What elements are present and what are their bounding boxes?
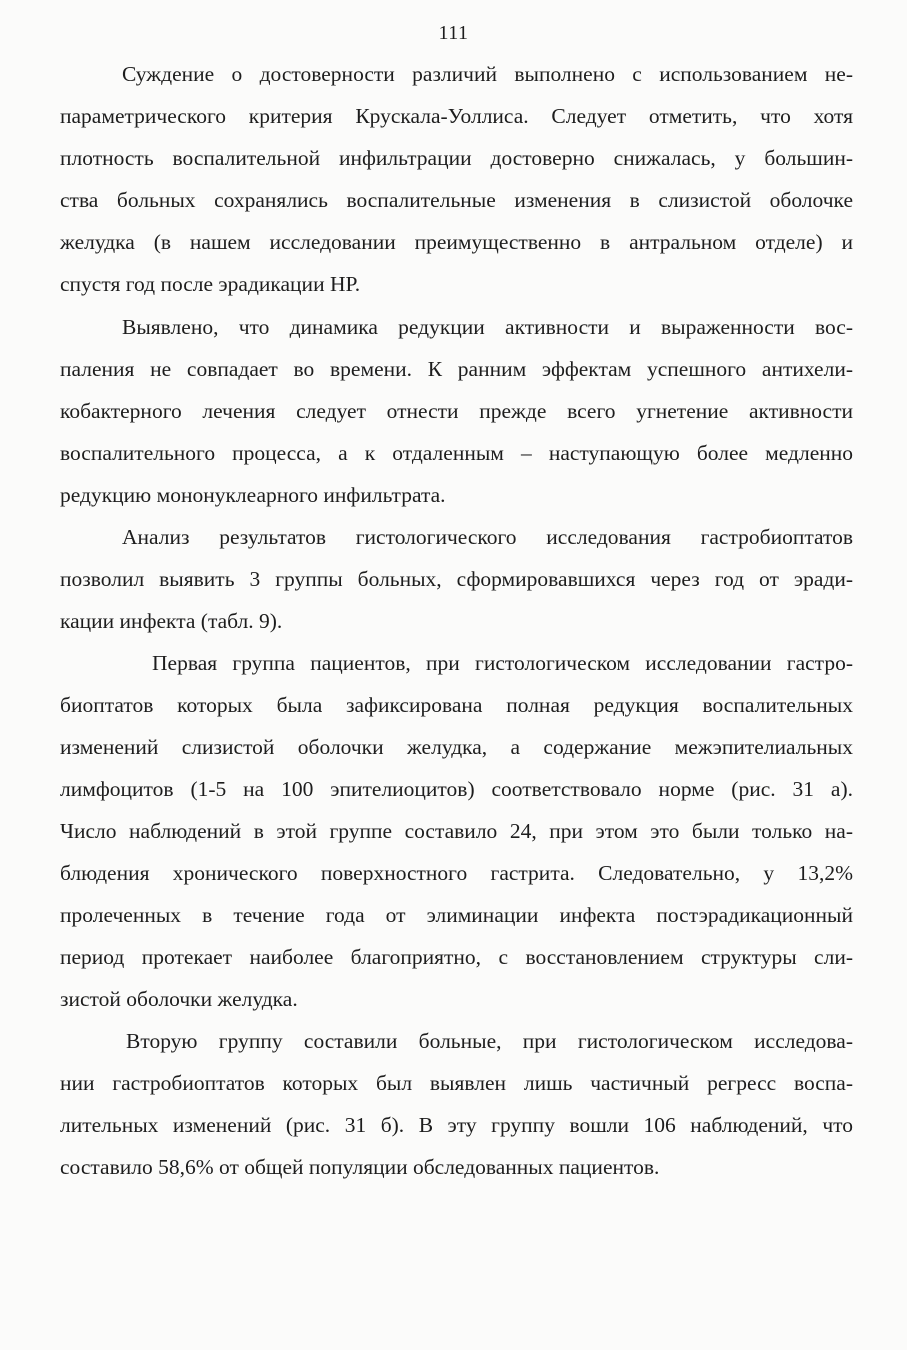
paragraph-5-line-1: Вторую группу составили больные, при гистологическом исследова- — [126, 1029, 853, 1053]
paragraph-4-line-3: изменений слизистой оболочки желудка, а содержание межэпителиальных — [60, 735, 853, 759]
paragraph-1-line-3: плотность воспалительной инфильтрации достоверно снижалась, у большин- — [60, 146, 853, 170]
paragraph-4-line-1: Первая группа пациентов, при гистологическом исследовании гастро- — [152, 651, 853, 675]
paragraph-2-line-5: редукцию мононуклеарного инфильтрата. — [60, 483, 446, 507]
paragraph-2-line-2: паления не совпадает во времени. К ранним эффектам успешного антихели- — [60, 357, 853, 381]
paragraph-1-line-2: параметрического критерия Крускала-Уоллиса. Следует отметить, что хотя — [60, 104, 853, 128]
paragraph-1-line-5: желудка (в нашем исследовании преимущественно в антральном отделе) и — [60, 230, 853, 254]
paragraph-3-line-3: кации инфекта (табл. 9). — [60, 609, 283, 633]
paragraph-4-line-4: лимфоцитов (1-5 на 100 эпителиоцитов) соответствовало норме (рис. 31 а). — [60, 777, 853, 801]
paragraph-4-line-2: биоптатов которых была зафиксирована полная редукция воспалительных — [60, 693, 853, 717]
paragraph-4-line-7: пролеченных в течение года от элиминации инфекта постэрадикационный — [60, 903, 853, 927]
paragraph-2-line-1: Выявлено, что динамика редукции активности и выраженности вос- — [122, 315, 853, 339]
page-number: 111 — [438, 22, 469, 44]
paragraph-1-line-6: спустя год после эрадикации НР. — [60, 272, 361, 296]
paragraph-5-line-2: нии гастробиоптатов которых был выявлен лишь частичный регресс воспа- — [60, 1071, 853, 1095]
paragraph-1-line-1: Суждение о достоверности различий выполнено с использованием не- — [122, 62, 853, 86]
paragraph-1-line-4: ства больных сохранялись воспалительные изменения в слизистой оболочке — [60, 188, 853, 212]
paragraph-2-line-3: кобактерного лечения следует отнести прежде всего угнетение активности — [60, 399, 853, 423]
paragraph-2-line-4: воспалительного процесса, а к отдаленным – наступающую более медленно — [60, 441, 853, 465]
paragraph-3-line-2: позволил выявить 3 группы больных, сформировавшихся через год от эради- — [60, 567, 853, 591]
paragraph-4-line-6: блюдения хронического поверхностного гастрита. Следовательно, у 13,2% — [60, 861, 853, 885]
paragraph-5-line-4: составило 58,6% от общей популяции обследованных пациентов. — [60, 1155, 660, 1179]
paragraph-4-line-8: период протекает наиболее благоприятно, с восстановлением структуры сли- — [60, 945, 853, 969]
paragraph-4-line-9: зистой оболочки желудка. — [60, 987, 298, 1011]
paragraph-4-line-5: Число наблюдений в этой группе составило 24, при этом это были только на- — [60, 819, 853, 843]
paragraph-5-line-3: лительных изменений (рис. 31 б). В эту группу вошли 106 наблюдений, что — [60, 1113, 853, 1137]
paragraph-3-line-1: Анализ результатов гистологического исследования гастробиоптатов — [122, 525, 853, 549]
